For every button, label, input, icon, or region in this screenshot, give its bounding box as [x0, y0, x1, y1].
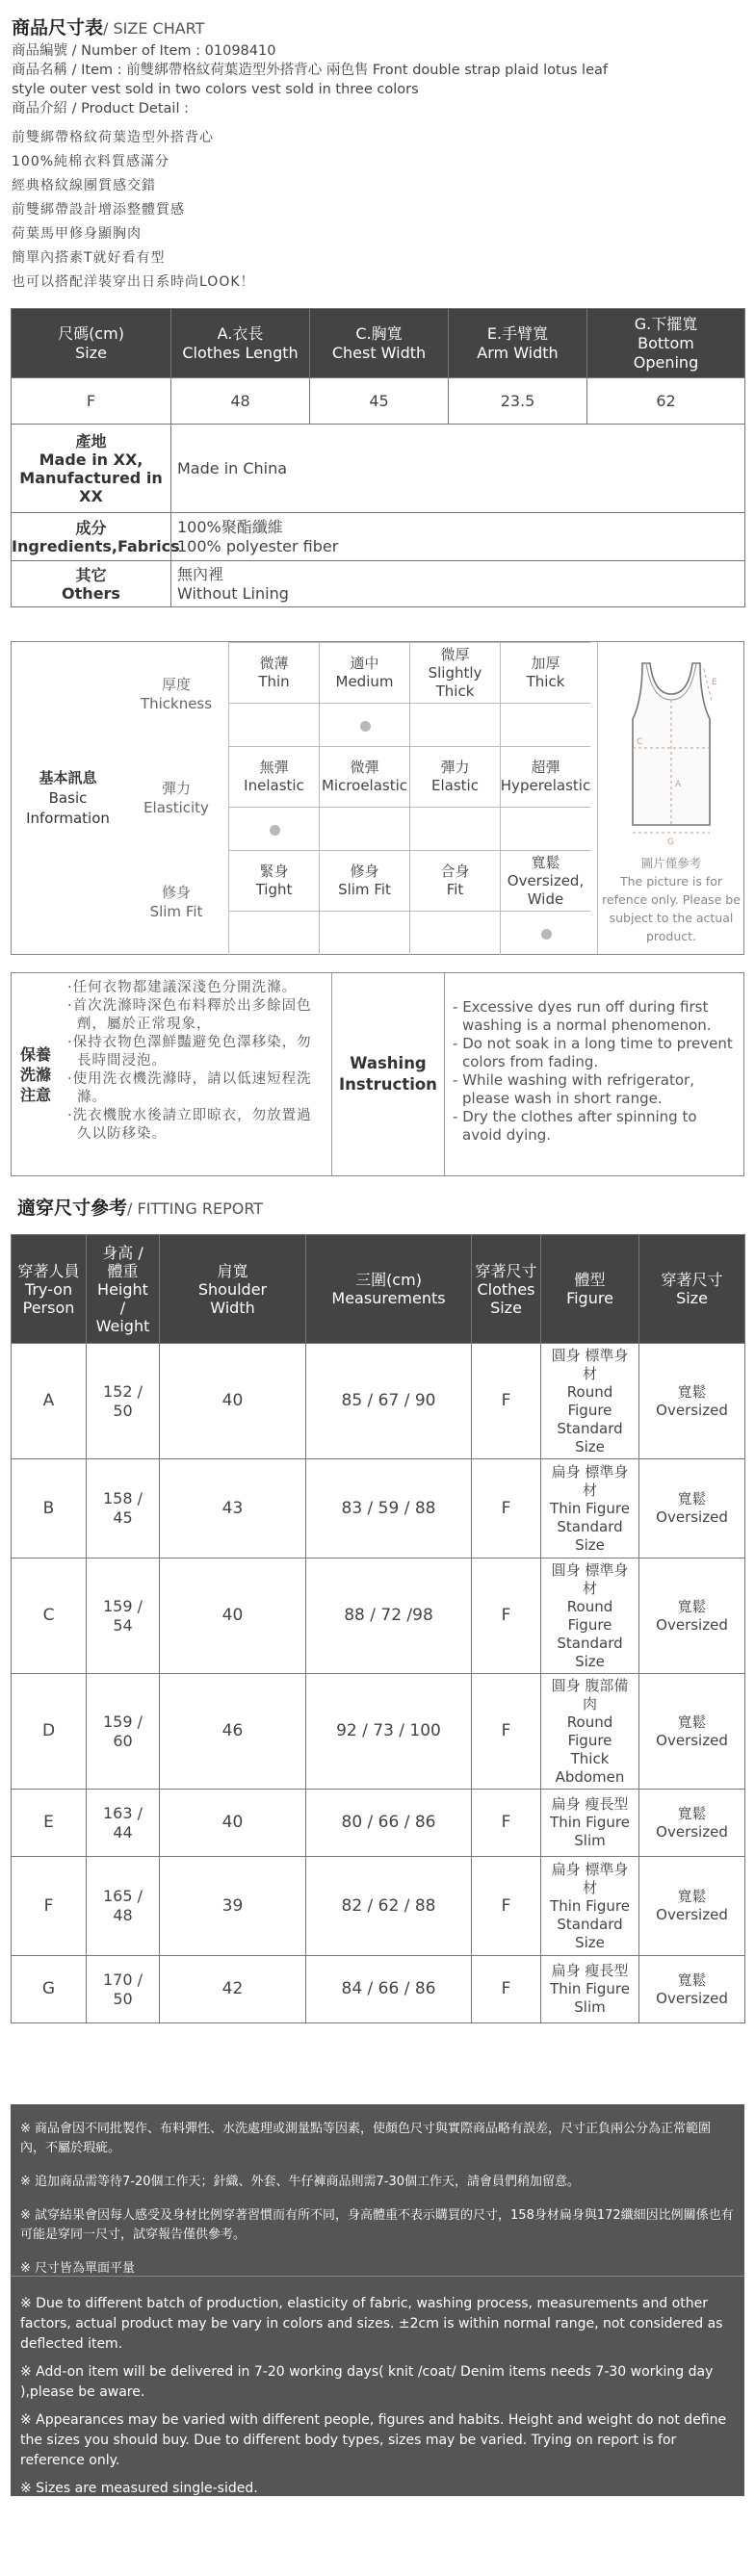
attribute-option: 加厚 Thick [500, 643, 590, 703]
attribute-indicator-cell [500, 703, 590, 747]
attribute-indicator-cell [228, 911, 319, 955]
fitting-cell-sw: 42 [160, 1956, 306, 2023]
attribute-indicator-cell [228, 807, 319, 851]
fitting-cell-cs: F [472, 1344, 541, 1459]
note-zh: ※ 尺寸皆為單面平量 [20, 2261, 136, 2276]
washing-item: ·任何衣物都建議深淺色分開洗滌。 [67, 980, 298, 995]
washing-items-zh [60, 973, 331, 1175]
attribute-option: 寬鬆 Oversized, Wide [500, 851, 590, 911]
fitting-cell-hw: 158 / 45 [87, 1459, 160, 1558]
fitting-cell-p: E [12, 1790, 87, 1857]
attribute-option: 超彈 Hyperelastic [500, 747, 590, 807]
fitting-cell-p: G [12, 1956, 87, 2023]
washing-label-en: Washing Instruction [331, 973, 445, 1175]
fitting-cell-sz: 寬鬆 Oversized [639, 1956, 745, 2023]
fitting-cell-fig: 扁身 標準身 材 Thin Figure Standard Size [541, 1857, 639, 1956]
attribute-option: 微厚 Slightly Thick [409, 643, 500, 703]
selected-dot-icon [270, 825, 280, 836]
fitting-cell-hw: 163 / 44 [87, 1790, 160, 1857]
intro-line: 100%純棉衣料質感滿分 [12, 154, 170, 169]
fitting-cell-m: 84 / 66 / 86 [306, 1956, 472, 2023]
size-cell: F [12, 378, 171, 425]
attribute-grid [124, 642, 596, 954]
fitting-cell-cs: F [472, 1558, 541, 1674]
intro-line: 經典格紋線團質感交錯 [12, 178, 156, 193]
attribute-option: 緊身 Tight [228, 851, 319, 911]
fitting-cell-sw: 40 [160, 1344, 306, 1459]
fabric-row [12, 513, 745, 561]
attribute-indicator-cell [319, 807, 409, 851]
fitting-cell-hw: 152 / 50 [87, 1344, 160, 1459]
washing-item: - Excessive dyes run off during first washing is a normal phenomenon. [453, 998, 712, 1034]
fitting-cell-cs: F [472, 1790, 541, 1857]
washing-item: ·洗衣機脫水後請立即晾衣，勿放置過久以防移染。 [67, 1108, 312, 1142]
intro-line: 簡單內搭素T就好看有型 [12, 250, 166, 266]
fitting-cell-fig: 圓身 腹部備 肉 Round Figure Thick Abdomen [541, 1674, 639, 1790]
fitting-report-title: 適穿尺寸參考/ FITTING REPORT [17, 1198, 264, 1219]
fitting-cell-sw: 40 [160, 1558, 306, 1674]
size-cell: 23.5 [449, 378, 587, 425]
col-header: 尺碼(cm) Size [12, 309, 171, 378]
fitting-cell-sz: 寬鬆 Oversized [639, 1857, 745, 1956]
notes-en [11, 2277, 744, 2499]
others-label: 其它 Others [12, 561, 171, 607]
tank-top-diagram-icon [598, 642, 744, 854]
intro-line: 也可以搭配洋裝穿出日系時尚LOOK！ [12, 274, 255, 290]
fitting-cell-cs: F [472, 1674, 541, 1790]
size-cell: 48 [171, 378, 310, 425]
fitting-cell-cs: F [472, 1956, 541, 2023]
col-header: 穿著人員 Try-on Person [12, 1235, 87, 1344]
fitting-row [12, 1857, 745, 1956]
attribute-indicator-cell [500, 807, 590, 851]
attribute-row [124, 746, 596, 850]
fitting-header [12, 1235, 745, 1344]
col-header: 穿著尺寸 Clothes Size [472, 1235, 541, 1344]
fitting-cell-p: C [12, 1558, 87, 1674]
fitting-cell-sw: 39 [160, 1857, 306, 1956]
item-number: 商品編號 / Number of Item : 01098410 [12, 43, 276, 59]
washing-panel [11, 972, 744, 1176]
fitting-cell-p: A [12, 1344, 87, 1459]
size-cell: 62 [587, 378, 745, 425]
note-zh: ※ 商品會因不同批製作、布料彈性、水洗處理或測量點等因素，使顏色尺寸與實際商品略有誤差，尺寸正負兩公分為正常範圍內，不屬於瑕疵。 [20, 2122, 712, 2155]
fitting-cell-sw: 46 [160, 1674, 306, 1790]
fitting-row [12, 1956, 745, 2023]
note-zh: ※ 試穿結果會因每人感受及身材比例穿著習慣而有所不同，身高體重不表示購買的尺寸，158身材扁身與172纖細因比例關係也有可能是穿同一尺寸，試穿報告僅供參考。 [20, 2208, 734, 2242]
attribute-indicator-cell [409, 911, 500, 955]
col-header: G.下擺寬 Bottom Opening [587, 309, 745, 378]
fitting-cell-sz: 寬鬆 Oversized [639, 1344, 745, 1459]
note-en: ※ Appearances may be varied with different people, figures and habits. Height and weight do not define the sizes you should buy. Due to different body types, sizes may be varied. Trying on report is for reference only. [20, 2412, 727, 2468]
fitting-cell-hw: 165 / 48 [87, 1857, 160, 1956]
fitting-cell-hw: 159 / 54 [87, 1558, 160, 1674]
item-name-cont: style outer vest sold in two colors vest sold in three colors [12, 82, 419, 97]
attribute-name: 修身 Slim Fit [149, 884, 203, 920]
selected-dot-icon [360, 721, 371, 732]
fitting-report-table [11, 1234, 745, 2023]
fabric-label: 成分 Ingredients,Fabrics [12, 513, 171, 561]
fitting-cell-cs: F [472, 1857, 541, 1956]
col-header: C.胸寬 Chest Width [310, 309, 449, 378]
fitting-cell-fig: 扁身 瘦長型 Thin Figure Slim [541, 1956, 639, 2023]
col-header: 穿著尺寸 Size [639, 1235, 745, 1344]
diagram-label-g: G [667, 837, 674, 847]
fitting-cell-m: 83 / 59 / 88 [306, 1459, 472, 1558]
attribute-option: 微彈 Microelastic [319, 747, 409, 807]
attribute-option: 修身 Slim Fit [319, 851, 409, 911]
origin-row [12, 425, 745, 513]
diagram-label-e: E [712, 678, 717, 687]
fitting-cell-fig: 扁身 標準身 材 Thin Figure Standard Size [541, 1459, 639, 1558]
fabric-value: 100%聚酯纖維 100% polyester fiber [171, 513, 745, 561]
col-header: 身高 / 體重 Height / Weight [87, 1235, 160, 1344]
washing-item: - Dry the clothes after spinning to avoid dying. [453, 1108, 697, 1144]
attribute-options [228, 746, 590, 850]
washing-item: ·保持衣物色澤鮮豔避免色澤移染，勿長時間浸泡。 [67, 1035, 312, 1069]
size-row [12, 378, 745, 425]
basic-info-label: 基本訊息 Basic Information [26, 768, 110, 827]
note-en: ※ Add-on item will be delivered in 7-20 working days( knit /coat/ Denim items needs 7-30 working day ),please be aware. [20, 2364, 714, 2400]
fitting-cell-sw: 43 [160, 1459, 306, 1558]
notes-box [11, 2104, 744, 2496]
attribute-indicator-cell [409, 703, 500, 747]
attribute-name: 厚度 Thickness [140, 676, 213, 712]
attribute-option: 適中 Medium [319, 643, 409, 703]
fitting-cell-m: 88 / 72 /98 [306, 1558, 472, 1674]
fitting-row [12, 1459, 745, 1558]
fitting-cell-cs: F [472, 1459, 541, 1558]
fitting-row [12, 1344, 745, 1459]
fitting-cell-fig: 圓身 標準身 材 Round Figure Standard Size [541, 1344, 639, 1459]
attribute-name: 彈力 Elasticity [143, 780, 209, 816]
fitting-row [12, 1674, 745, 1790]
col-header: 肩寬 Shoulder Width [160, 1235, 306, 1344]
origin-label: 產地 Made in XX, Manufactured in XX [12, 425, 171, 513]
intro-line: 前雙綁帶格紋荷葉造型外搭背心 [12, 130, 214, 145]
size-chart-title: 商品尺寸表/ SIZE CHART [12, 17, 205, 39]
col-header: 三圍(cm) Measurements [306, 1235, 472, 1344]
attribute-option: 彈力 Elastic [409, 747, 500, 807]
attribute-options [228, 642, 590, 746]
size-cell: 45 [310, 378, 449, 425]
attribute-option: 微薄 Thin [228, 643, 319, 703]
fitting-cell-m: 82 / 62 / 88 [306, 1857, 472, 1956]
intro-line: 前雙綁帶設計增添整體質感 [12, 202, 185, 218]
fitting-cell-p: B [12, 1459, 87, 1558]
notes-zh [11, 2104, 744, 2276]
note-en: ※ Due to different batch of production, elasticity of fabric, washing process, measurements and other factors, actual product may be vary in colors and sizes. ±2cm is within normal range, not considered as deflected item. [20, 2296, 723, 2352]
attribute-option: 無彈 Inelastic [228, 747, 319, 807]
washing-item: ·使用洗衣機洗滌時，請以低速短程洗滌。 [67, 1071, 312, 1105]
note-en: ※ Sizes are measured single-sided. [20, 2481, 258, 2496]
fitting-cell-sz: 寬鬆 Oversized [639, 1558, 745, 1674]
col-header: 體型 Figure [541, 1235, 639, 1344]
col-header: A.衣長 Clothes Length [171, 309, 310, 378]
selected-dot-icon [541, 929, 552, 940]
fitting-cell-hw: 159 / 60 [87, 1674, 160, 1790]
fitting-cell-p: D [12, 1674, 87, 1790]
col-header: E.手臂寬 Arm Width [449, 309, 587, 378]
fitting-cell-sz: 寬鬆 Oversized [639, 1459, 745, 1558]
fitting-cell-m: 80 / 66 / 86 [306, 1790, 472, 1857]
fitting-cell-m: 85 / 67 / 90 [306, 1344, 472, 1459]
fitting-cell-fig: 圓身 標準身 材 Round Figure Standard Size [541, 1558, 639, 1674]
size-chart-header [12, 309, 745, 378]
origin-value: Made in China [171, 425, 745, 513]
fitting-cell-sw: 40 [160, 1790, 306, 1857]
washing-items-en [445, 973, 743, 1175]
attribute-indicator-cell [500, 911, 590, 955]
attribute-indicator-cell [319, 911, 409, 955]
fitting-row [12, 1558, 745, 1674]
washing-item: - Do not soak in a long time to prevent colors from fading. [453, 1035, 733, 1070]
washing-item: ·首次洗滌時深色布料釋於出多餘固色劑，屬於正常現象， [67, 998, 312, 1032]
fitting-cell-sz: 寬鬆 Oversized [639, 1790, 745, 1857]
fitting-row [12, 1790, 745, 1857]
diagram-label-a: A [675, 780, 682, 789]
fitting-cell-fig: 扁身 瘦長型 Thin Figure Slim [541, 1790, 639, 1857]
fitting-cell-p: F [12, 1857, 87, 1956]
diagram-label-c: C [637, 737, 643, 747]
size-chart-table [11, 308, 745, 607]
garment-diagram-box [597, 642, 743, 954]
item-name: 商品名稱 / Item : 前雙綁帶格紋荷葉造型外搭背心 兩色售 Front double strap plaid lotus leaf [12, 63, 608, 78]
basic-info-panel [11, 641, 744, 955]
attribute-indicator-cell [228, 703, 319, 747]
product-intro [12, 126, 743, 295]
fitting-cell-hw: 170 / 50 [87, 1956, 160, 2023]
washing-item: - While washing with refrigerator, please wash in short range. [453, 1071, 694, 1107]
attribute-indicator-cell [409, 807, 500, 851]
intro-line: 荷葉馬甲修身顯胸肉 [12, 226, 142, 242]
product-detail-label: 商品介紹 / Product Detail : [12, 101, 189, 116]
attribute-options [228, 850, 590, 954]
others-value: 無內裡 Without Lining [171, 561, 745, 607]
others-row [12, 561, 745, 607]
attribute-row [124, 642, 596, 746]
product-header [0, 0, 755, 308]
attribute-indicator-cell [319, 703, 409, 747]
attribute-row [124, 850, 596, 954]
note-zh: ※ 追加商品需等待7-20個工作天；針織、外套、牛仔褲商品則需7-30個工作天，請會員們稍加留意。 [20, 2175, 581, 2189]
picture-note: 圖片僅參考 The picture is for refence only. Please be subject to the actual product. [602, 856, 741, 943]
fitting-cell-m: 92 / 73 / 100 [306, 1674, 472, 1790]
attribute-option: 合身 Fit [409, 851, 500, 911]
fitting-cell-sz: 寬鬆 Oversized [639, 1674, 745, 1790]
washing-label-zh: 保養 洗滌 注意 [19, 1044, 51, 1104]
